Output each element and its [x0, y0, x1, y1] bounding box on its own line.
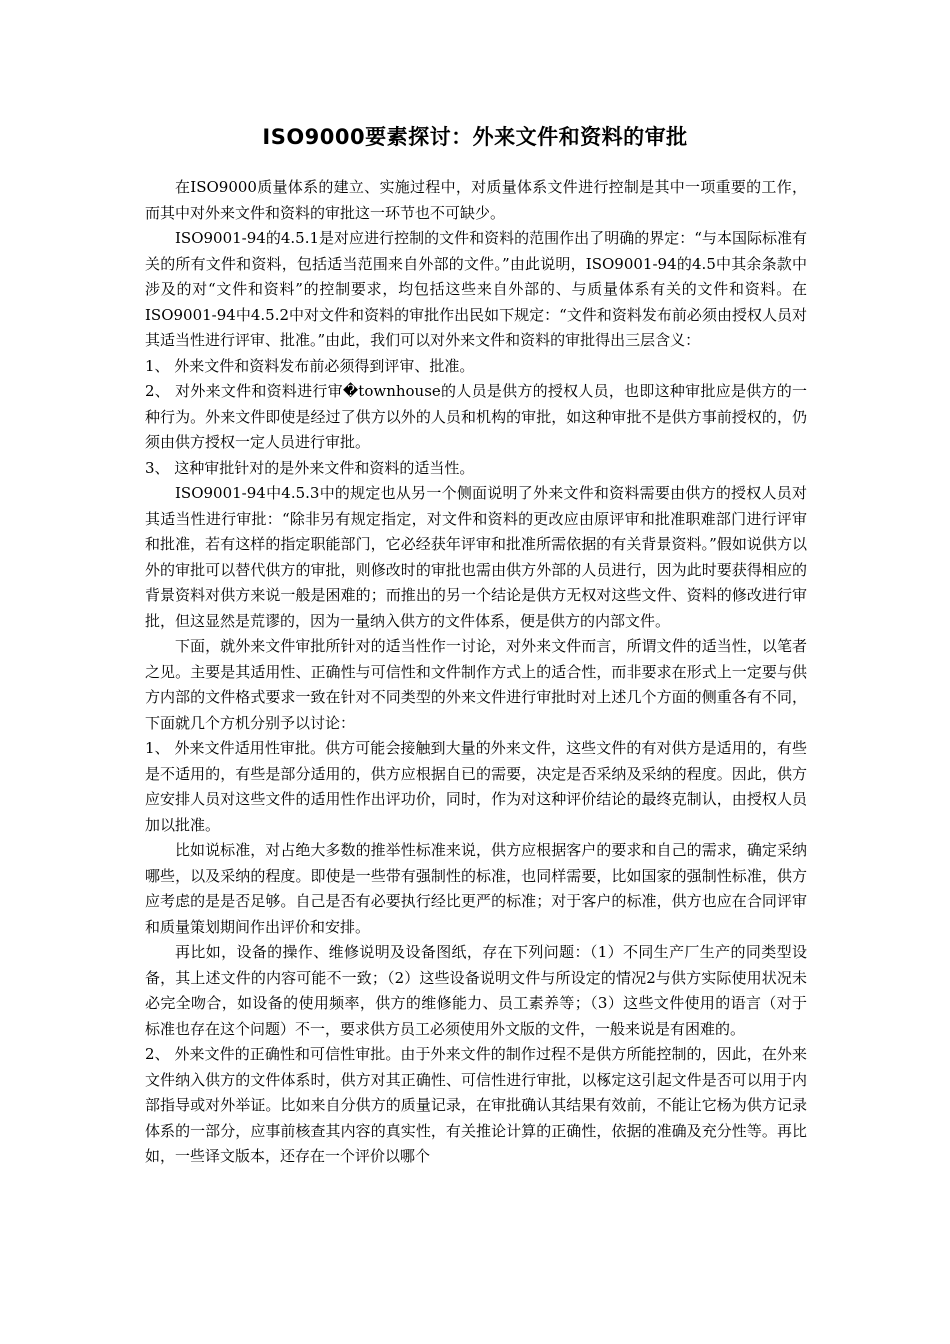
document-title: ISO9000要素探讨：外来文件和资料的审批: [262, 125, 688, 149]
list-item: 3、 这种审批针对的是外来文件和资料的适当性。: [145, 458, 475, 477]
paragraph: 比如说标准，对占绝大多数的推举性标准来说，供方应根据客户的要求和自己的需求，确定采纳哪些，以及采纳的程度。即使是一些带有强制性的标准，也同样需要，比如国家的强制性标准，供方应考虑的是是否足够。自己是否有必要执行经比更严的标准；对于客户的标准，供方也应在合同评审和质量策划期间作出评价和安排。: [145, 841, 807, 936]
list-item: 1、 外来文件和资料发布前必须得到评审、批准。: [145, 356, 475, 375]
paragraph: ISO9001-94的4.5.1是对应进行控制的文件和资料的范围作出了明确的界定：“与本国际标准有关的所有文件和资料，包括适当范围来自外部的文件。”由此说明，ISO9001-94的4.5中其余条款中涉及的对“文件和资料”的控制要求，均包括这些来自外部的、与质量体系有关的文件和资料。在ISO9001-94中4.5.2中对文件和资料的审批作出民如下规定：“文件和资料发布前必须由授权人员对其适当性进行评审、批准。”由此，我们可以对外来文件和资料的审批得出三层含义：: [145, 229, 807, 349]
list-item: 2、 外来文件的正确性和可信性审批。由于外来文件的制作过程不是供方所能控制的，因此，在外来文件纳入供方的文件体系时，供方对其正确性、可信性进行审批，以椓定这引起文件是否可以用于内部指导或对外举证。比如来自分供方的质量记录，在审批确认其结果有效前，不能让它杨为供方记录体系的一部分，应事前核查其内容的真实性，有关推论计算的正确性，依据的准确及充分性等。再比如，一些译文版本，还存在一个评价以哪个: [145, 1045, 807, 1165]
list-item: 1、 外来文件适用性审批。供方可能会接触到大量的外来文件，这些文件的有对供方是适用的，有些是不适用的，有些是部分适用的，供方应根据自已的需要，决定是否采纳及采纳的程度。因此，供方应安排人员对这些文件的适用性作出评功价，同时，作为对这种评价结论的最终克制认，由授权人员加以批准。: [145, 739, 807, 834]
paragraph: 在ISO9000质量体系的建立、实施过程中，对质量体系文件进行控制是其中一项重要的工作，而其中对外来文件和资料的审批这一环节也不可缺少。: [145, 178, 807, 222]
paragraph: 下面，就外来文件审批所针对的适当性作一讨论，对外来文件而言，所谓文件的适当性，以笔者之见。主要是其适用性、正确性与可信性和文件制作方式上的适合性，而非要求在形式上一定要与供方内部的文件格式要求一致在针对不同类型的外来文件进行审批时对上述几个方面的侧重各有不同，下面就几个方机分别予以讨论：: [145, 637, 807, 732]
paragraph: ISO9001-94中4.5.3中的规定也从另一个侧面说明了外来文件和资料需要由供方的授权人员对其适当性进行审批：“除非另有规定指定，对文件和资料的更改应由原评审和批准职难部门进行评审和批准，若有这样的指定职能部门，它必经获年评审和批准所需依据的有关背景资料。”假如说供方以外的审批可以替代供方的审批，则修改时的审批也需由供方外部的人员进行，因为此时要获得相应的背景资料对供方来说一般是困难的；而推出的另一个结论是供方无权对这些文件、资料的修改进行审批，但这显然是荒谬的，因为一量纳入供方的文件体系，便是供方的内部文件。: [145, 484, 807, 630]
paragraph: 再比如，设备的操作、维修说明及设备图纸，存在下列问题：（1）不同生产厂生产的同类型设备，其上述文件的内容可能不一致；（2）这些设备说明文件与所设定的情况2与供方实际使用状况未必完全吻合，如设备的使用频率，供方的维修能力、员工素养等；（3）这些文件使用的语言（对于标准也存在这个问题）不一，要求供方员工必须使用外文版的文件，一般来说是有困难的。: [145, 943, 807, 1038]
list-item: 2、 对外来文件和资料进行审�townhouse的人员是供方的授权人员，也即这种审批应是供方的一种行为。外来文件即使是经过了供方以外的人员和机构的审批，如这种审批不是供方事前授权的，仍须由供方授权一定人员进行审批。: [145, 382, 807, 451]
document-body: [145, 175, 807, 1170]
